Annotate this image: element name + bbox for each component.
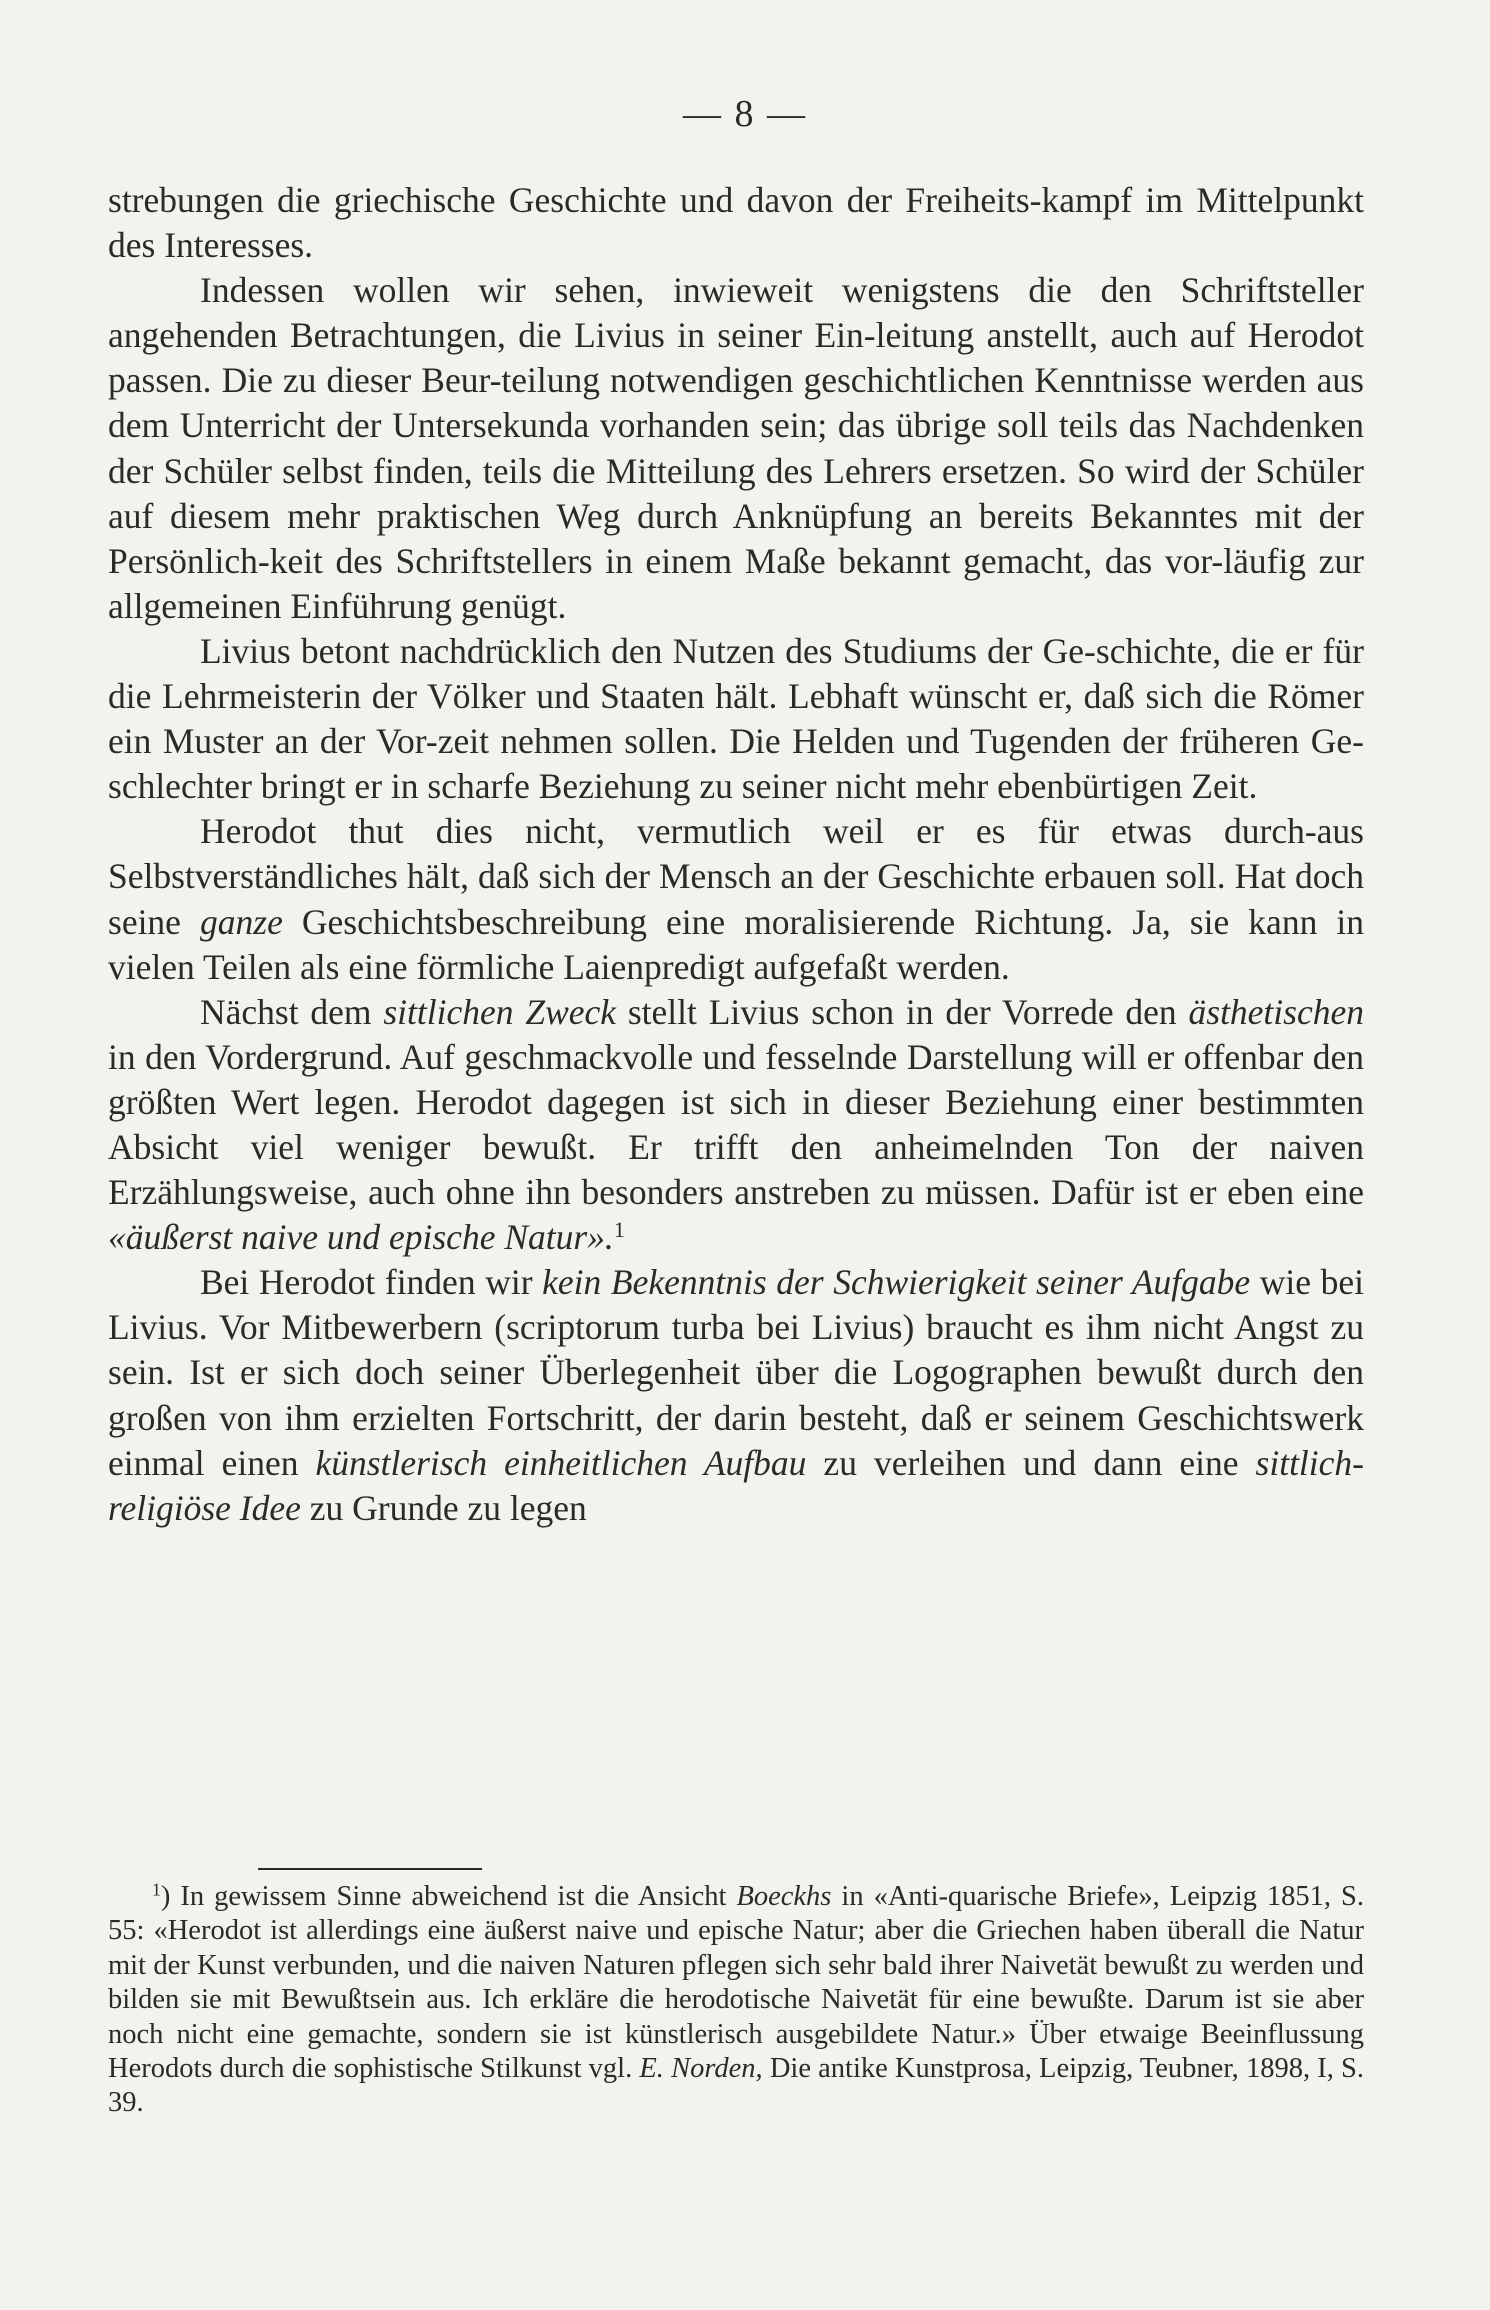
text-run: Geschichtsbeschreibung eine moralisierende Richtung. Ja, sie kann in vielen Teilen als eine förmliche Laienpredigt aufgefaßt werden. xyxy=(108,901,1364,987)
text-run: Livius betont nachdrücklich den Nutzen des Studiums der Ge-schichte, die er für die Lehrmeisterin der Völker und Staaten hält. Lebhaft wünscht er, daß sich die Römer ein Muster an der Vor-zeit nehmen sollen. Die Helden und Tugenden der früheren Ge-schlechter bringt er in scharfe Beziehung zu seiner nicht mehr ebenbürtigen Zeit. xyxy=(108,630,1364,807)
italic-emphasis: ganze xyxy=(200,901,283,942)
main-text xyxy=(108,178,1364,1531)
italic-emphasis: ästhetischen xyxy=(1188,991,1364,1032)
italic-emphasis: sittlich-religiöse Idee xyxy=(108,1442,1364,1528)
text-run: Die antike Kunstprosa, Leipzig, Teubner, 1898, I, S. 39. xyxy=(108,2053,1364,2119)
paragraph xyxy=(108,268,1364,629)
paragraph xyxy=(108,629,1364,809)
footnote-divider xyxy=(258,1868,482,1870)
text-run: wie bei Livius. Vor Mitbewerbern (scriptorum turba bei Livius) braucht es ihm nicht Angst zu sein. Ist er sich doch seiner Überlegenheit über die Logographen bewußt durch den großen von ihm erzielten Fortschritt, der darin besteht, daß er seinem Geschichtswerk einmal einen xyxy=(108,1262,1364,1483)
text-run: in «Anti-quarische Briefe», Leipzig 1851, S. 55: «Herodot ist allerdings eine äußerst naive und epische Natur; aber die Griechen haben überall die Natur mit der Kunst verbunden, und die naiven Naturen pflegen sich sehr bald ihrer Naivetät bewußt zu werden und bilden sie mit Bewußtsein aus. Ich erkläre die herodotische Naivetät für eine bewußte. Darum ist sie aber noch nicht eine gemachte, sondern sie ist künstlerisch ausgebildete Natur.» Über etwaige Beeinflussung Herodots durch die sophistische Stilkunst vgl. xyxy=(108,1881,1364,2085)
text-run: stellt Livius schon in der Vorrede den xyxy=(616,991,1189,1032)
text-run: zu verleihen und dann eine xyxy=(806,1442,1256,1483)
text-run: Nächst dem xyxy=(200,991,384,1032)
italic-emphasis: «äußerst naive und epische Natur». xyxy=(108,1217,614,1258)
paragraph xyxy=(108,990,1364,1261)
paragraph xyxy=(108,178,1364,268)
italic-emphasis: E. Norden, xyxy=(639,2053,763,2085)
footnote-marker: 1 xyxy=(613,1217,625,1243)
italic-emphasis: kein Bekenntnis der Schwierigkeit seiner Aufgabe xyxy=(542,1262,1251,1303)
page-number: — 8 — xyxy=(683,93,807,135)
footnotes xyxy=(108,1880,1364,2121)
text-run: in den Vordergrund. Auf geschmackvolle und fesselnde Darstellung will er offenbar den größten Wert legen. Herodot dagegen ist sich in dieser Beziehung einer bestimmten Absicht viel weniger bewußt. Er trifft den anheimelnden Ton der naiven Erzählungsweise, auch ohne ihn besonders anstreben zu müssen. Dafür ist er eben eine xyxy=(108,1036,1364,1213)
text-run: strebungen die griechische Geschichte und davon der Freiheits-kampf im Mittelpunkt des Interesses. xyxy=(108,180,1364,266)
italic-emphasis: Boeckhs xyxy=(736,1881,832,1912)
text-run: zu Grunde zu legen xyxy=(300,1487,587,1528)
italic-emphasis: künstlerisch einheitlichen Aufbau xyxy=(315,1442,807,1483)
footnote-marker: 1 xyxy=(152,1879,161,1900)
text-run: ) In gewissem Sinne abweichend ist die Ansicht xyxy=(160,1881,737,1912)
text-run: Bei Herodot finden wir xyxy=(200,1262,543,1303)
paragraph xyxy=(108,809,1364,989)
text-run: Herodot thut dies nicht, vermutlich weil er es für etwas durch-aus Selbstverständliches hält, daß sich der Mensch an der Geschichte erbauen soll. Hat doch seine xyxy=(108,811,1364,942)
footnote xyxy=(108,1880,1364,2121)
text-run: Indessen wollen wir sehen, inwieweit wenigstens die den Schriftsteller angehenden Betrachtungen, die Livius in seiner Ein-leitung anstellt, auch auf Herodot passen. Die zu dieser Beur-teilung notwendigen geschichtlichen Kenntnisse werden aus dem Unterricht der Untersekunda vorhanden sein; das übrige soll teils das Nachdenken der Schüler selbst finden, teils die Mitteilung des Lehrers ersetzen. So wird der Schüler auf diesem mehr praktischen Weg durch Anknüpfung an bereits Bekanntes mit der Persönlich-keit des Schriftstellers in einem Maße bekannt gemacht, das vor-läufig zur allgemeinen Einführung genügt. xyxy=(108,270,1364,626)
paragraph xyxy=(108,1260,1364,1531)
italic-emphasis: sittlichen Zweck xyxy=(383,991,617,1032)
